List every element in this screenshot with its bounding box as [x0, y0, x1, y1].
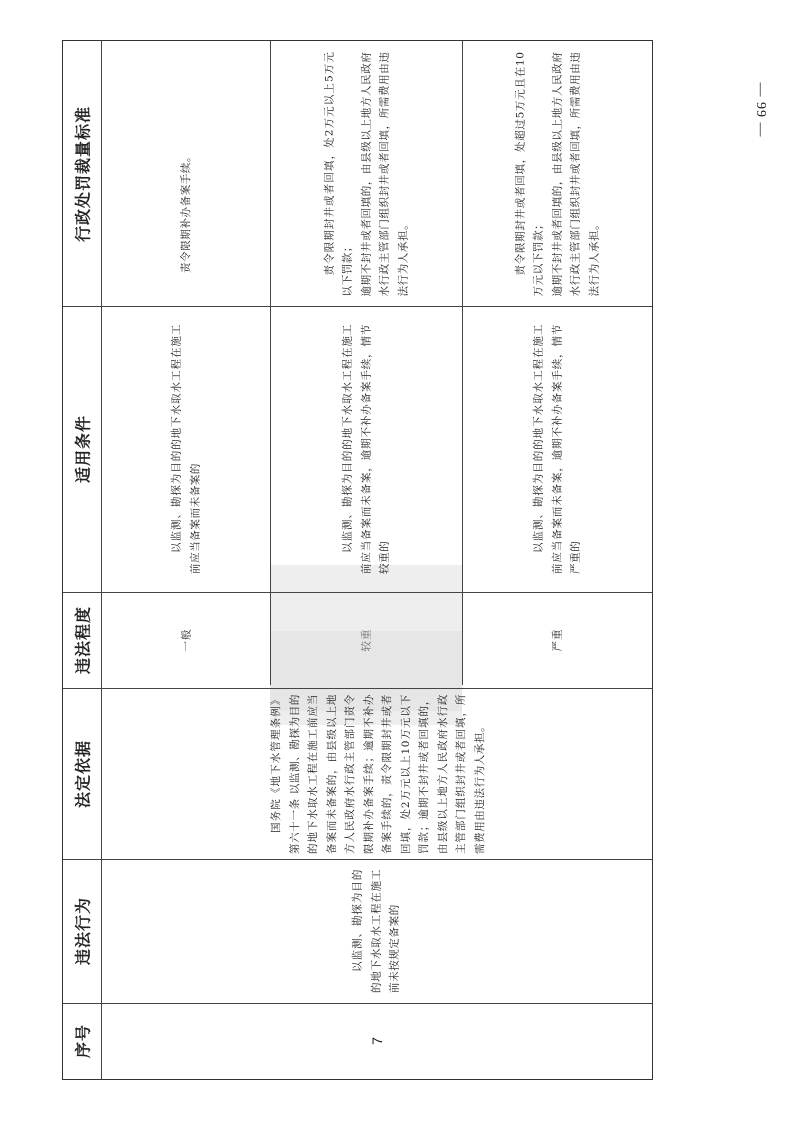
header-condition: 适用条件 — [73, 414, 93, 484]
standard-cell-2: 责令限期封井或者回填，处2万元以上5万元以下罚款； 逾期不封井或者回填的，由县级以上地方人民政府水行政主管部门组织封井或者回填，所需费用由违法行为人承担。 — [322, 51, 409, 296]
standard-cell-3: 责令限期封井或者回填，处超过5万元且在10万元以下罚款； 逾期不封井或者回填的，由县级以上地方人民政府水行政主管部门组织封井或者回填，所需费用由违法行为人承担。 — [513, 51, 600, 296]
condition-cell-1: 以监测、勘探为目的的地下水取水工程在施工前应当备案而未备案的 — [170, 324, 201, 574]
header-standard: 行政处罚裁量标准 — [73, 105, 93, 242]
penalty-table — [62, 40, 653, 1080]
condition-cell-3: 以监测、勘探为目的的地下水取水工程在施工前应当备案而未备案，逾期不补办备案手续，情节严重的 — [532, 324, 582, 574]
basis-cell: 国务院《地下水管理条例》第六十一条 以监测、勘探为目的的地下水取水工程在施工前应当备案而未备案的，由县级以上地方人民政府水行政主管部门责令限期补办备案手续；逾期不补办备案手续的，责令限期封井或者回填，处2万元以上10万元以下罚款；逾期不封井或者回填的，由县级以上地方人民政府水行政主管部门组织封井或者回填，所需费用由违法行为人承担。 — [270, 693, 486, 854]
page-number-text: — 99 — — [753, 82, 768, 138]
header-degree: 违法程度 — [73, 605, 93, 675]
header-act: 违法行为 — [73, 896, 93, 966]
seq-cell: 7 — [368, 1037, 385, 1045]
degree-cell-3: 严重 — [551, 628, 564, 652]
degree-cell-2: 较重 — [360, 628, 373, 652]
header-seq: 序号 — [73, 1023, 93, 1059]
standard-cell-1: 责令限期补办备案手续。 — [179, 150, 192, 273]
act-cell: 以监测、勘探为目的的地下水取水工程在施工前未按规定备案的 — [350, 869, 400, 993]
header-basis: 法定依据 — [73, 739, 93, 808]
degree-cell-1: 一般 — [180, 628, 192, 652]
condition-cell-2: 以监测、勘探为目的的地下水取水工程在施工前应当备案而未备案，逾期不补办备案手续，情节较重的 — [341, 324, 391, 574]
page-number — [740, 70, 780, 150]
